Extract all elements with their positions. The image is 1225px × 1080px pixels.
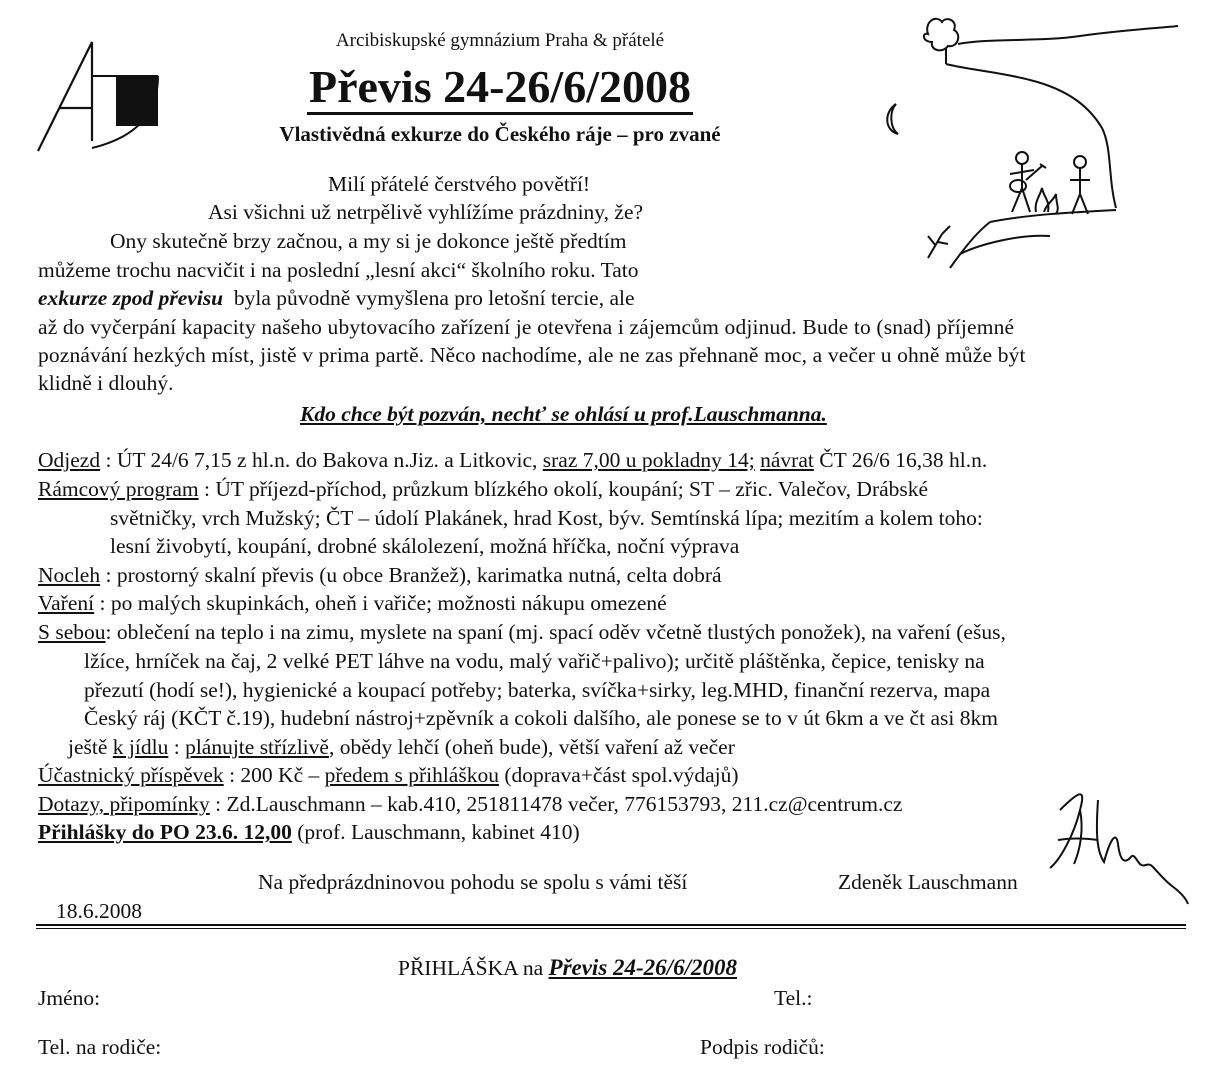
name-field-label: Jméno:	[38, 986, 101, 1010]
date: 18.6.2008	[56, 899, 142, 923]
contact-row: Dotazy, připomínky : Zd.Lauschmann – kab.410, 251811478 večer, 776153793, 211.cz@centrum.cz	[38, 792, 903, 816]
author-name: Zdeněk Lauschmann	[838, 870, 1018, 894]
parents-phone-label: Tel. na rodiče:	[38, 1035, 162, 1059]
closing-text: Na předprázdninovou pohodu se spolu s vámi těší	[258, 870, 688, 894]
intro-line: můžeme trochu nacvičit i na poslední „lesní akci“ školního roku. Tato	[38, 258, 639, 282]
form-heading: PŘIHLÁŠKA na Převis 24-26/6/2008	[398, 955, 737, 980]
program-row: Rámcový program : ÚT příjezd-příchod, průzkum blízkého okolí, koupání; ST – zřic. Valečov, Drábské	[38, 477, 929, 501]
food-row: ještě k jídlu : plánujte střízlivě, obědy lehčí (oheň bude), větší vaření až večer	[68, 735, 735, 759]
packing-row-cont: lžíce, hrníček na čaj, 2 velké PET láhve na vodu, malý vařič+palivo); určitě pláštěnka, čepice, tenisky na	[84, 649, 985, 673]
intro-line: až do vyčerpání kapacity našeho ubytovacího zařízení je otevřena i zájemcům odjinud. Bude to (snad) příjemné	[38, 315, 1015, 339]
packing-row-cont: Český ráj (KČT č.19), hudební nástroj+zpěvník a cokoli dalšího, ale ponese se to v út 6km a ve čt asi 8km	[84, 706, 998, 730]
invitation-note: Kdo chce být pozván, nechť se ohlásí u prof.Lauschmanna.	[300, 402, 827, 426]
accommodation-row: Nocleh : prostorný skalní převis (u obce Branžež), karimatka nutná, celta dobrá	[38, 563, 722, 587]
intro-line: klidně i dlouhý.	[38, 371, 174, 395]
organizer: Arcibiskupské gymnázium Praha & přátelé	[335, 30, 665, 51]
program-row-cont: světničky, vrch Mužský; ČT – údolí Plakánek, hrad Kost, býv. Semtínská lípa; mezitím a kolem toho:	[110, 506, 983, 530]
intro-line: exkurze zpod převisu byla původně vymyšlena pro letošní tercie, ale	[38, 286, 635, 310]
packing-row-cont: přezutí (hodí se!), hygienické a koupací potřeby; baterka, svíčka+sirky, leg.MHD, finanční rezerva, mapa	[84, 678, 991, 702]
divider	[36, 924, 1186, 929]
handwritten-signature	[1040, 780, 1190, 910]
greeting: Milí přátelé čerstvého povětří!	[328, 172, 591, 196]
excursion-name: exkurze zpod převisu	[38, 286, 224, 310]
subtitle: Vlastivědná exkurze do Českého ráje – pro zvané	[279, 122, 721, 146]
page-title: Převis 24-26/6/2008	[0, 60, 1000, 113]
intro-line: Asi všichni už netrpělivě vyhlížíme prázdniny, že?	[208, 200, 644, 224]
packing-row: S sebou: oblečení na teplo i na zimu, myslete na spaní (mj. spací oděv včetně tlustých ponožek), na vaření (ešus,	[38, 620, 1006, 644]
departure-row: Odjezd : ÚT 24/6 7,15 z hl.n. do Bakova n.Jiz. a Litkovic, sraz 7,00 u pokladny 14; návrat ČT 26/6 16,38 hl.n.	[38, 448, 988, 472]
intro-line: poznávání hezkých míst, jistě v prima partě. Něco nachodíme, ale ne zas přehnaně moc, a večer u ohně může být	[38, 343, 1026, 367]
cooking-row: Vaření : po malých skupinkách, oheň i vařiče; možnosti nákupu omezené	[38, 591, 667, 615]
parents-signature-label: Podpis rodičů:	[700, 1035, 825, 1059]
fee-row: Účastnický příspěvek : 200 Kč – předem s přihláškou (doprava+část spol.výdajů)	[38, 763, 739, 787]
program-row-cont: lesní živobytí, koupání, drobné skálolezení, možná hříčka, noční výprava	[110, 534, 740, 558]
intro-line: Ony skutečně brzy začnou, a my si je dokonce ještě předtím	[110, 229, 627, 253]
registration-deadline-row: Přihlášky do PO 23.6. 12,00 (prof. Lauschmann, kabinet 410)	[38, 820, 580, 844]
phone-field-label: Tel.:	[774, 986, 813, 1010]
